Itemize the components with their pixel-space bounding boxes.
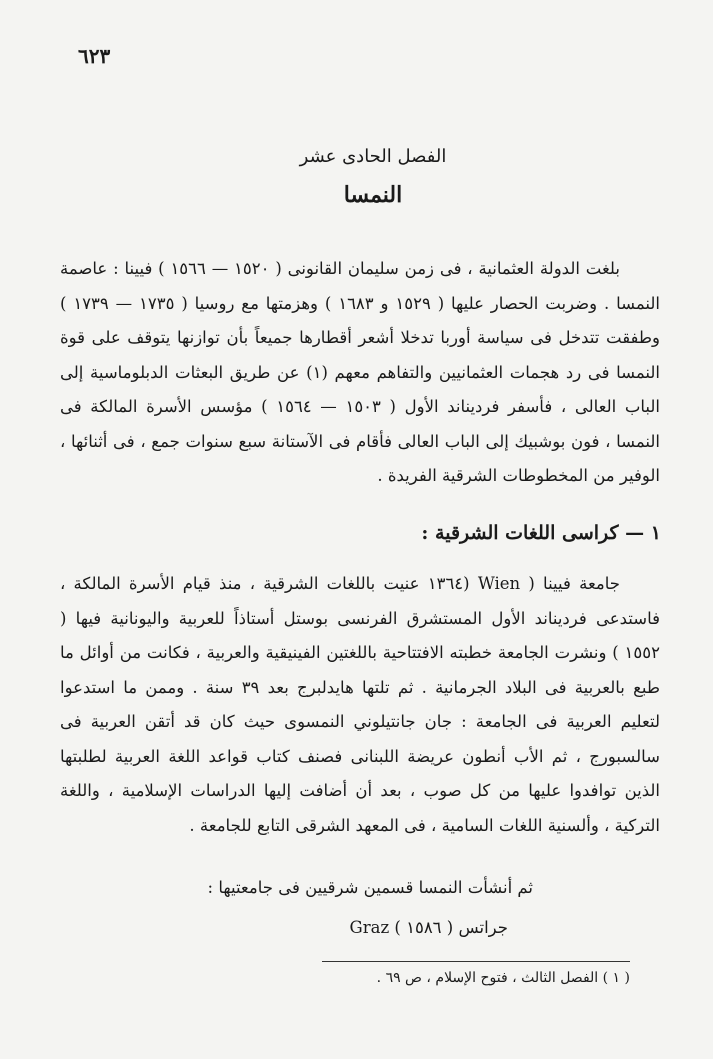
section-paragraph: جامعة فيينا ( Wien (١٣٦٤ عنيت باللغات الشرقية ، منذ قيام الأسرة المالكة ، فاستدعى فرديناند الأول المستشرق الفرنسى بوستل أستاذاً للعربية واليونانية فيها ( ١٥٥٢ ) ونشرت الجامعة خطبته الافتتاحية باللغتين الفينيقية والعربية ، فكانت من أوائل ما طبع بالعربية فى البلاد الجرمانية . ثم تلتها هايدلبرج بعد ٣٩ سنة . وممن ما استدعوا لتعليم العربية فى الجامعة : جان جانتيلوني النمسوى حيث كان قد أتقن العربية فى سالسبورج ، ثم الأب أنطون عريضة اللبنانى فصنف كتاب قواعد اللغة العربية لطلبتها الذين توافدوا عليها من كل صوب ، بعد أن أضافت إليها الدراسات الإسلامية ، واللغة التركية ، وألسنية اللغات السامية ، فى المعهد الشرقى التابع للجامعة .	[60, 574, 660, 835]
intro-paragraph: بلغت الدولة العثمانية ، فى زمن سليمان القانونى ( ١٥٢٠ — ١٥٦٦ ) فيينا : عاصمة النمسا . وضربت الحصار عليها ( ١٥٢٩ و ١٦٨٣ ) وهزمتها مع روسيا ( ١٧٣٥ — ١٧٣٩ ) وطفقت تتدخل فى سياسة أوربا تدخلا أشعر أقطارها جميعاً بأن توازنها يتوقف على قوة النمسا فى رد هجمات العثمانيين والتفاهم معهم (١) عن طريق البعثات الدبلوماسية إلى الباب العالى ، فأسفر فرديناند الأول ( ١٥٠٣ — ١٥٦٤ ) مؤسس الأسرة المالكة فى النمسا ، فون بوشبيك إلى الباب العالى فأقام فى الآستانة سبع سنوات جمع ، فى أثنائها ، الوفير من المخطوطات الشرقية الفريدة .	[60, 259, 660, 485]
section-line-2: جراتس ( ١٥٨٦ ) Graz	[349, 918, 508, 937]
chapter-label: الفصل الحادى عشر	[299, 146, 447, 167]
footnote: ( ١ ) الفصل الثالث ، فتوح الإسلام ، ص ٦٩ .	[376, 970, 630, 986]
footnote-divider	[322, 961, 630, 962]
page-number: ٦٢٣	[78, 44, 111, 68]
section-heading: ١ — كراسى اللغات الشرقية :	[421, 522, 661, 544]
section-line-1: ثم أنشأت النمسا قسمين شرقيين فى جامعتيها :	[207, 878, 533, 897]
chapter-title: النمسا	[343, 182, 403, 208]
